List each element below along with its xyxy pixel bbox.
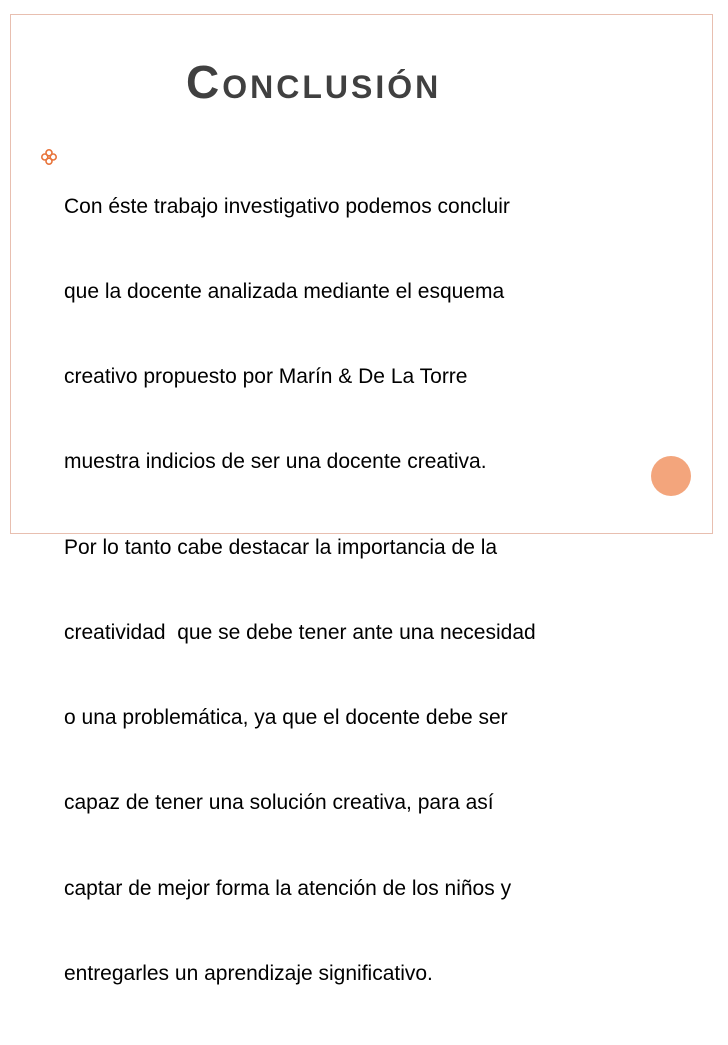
- body-line: muestra indicios de ser una docente creativa.: [64, 450, 487, 474]
- decorative-circle: [651, 456, 691, 496]
- body-line: Con éste trabajo investigativo podemos concluir: [64, 194, 510, 218]
- body-line: captar de mejor forma la atención de los niños y: [64, 876, 512, 900]
- flower-bullet-icon: [40, 148, 58, 166]
- body-line: entregarles un aprendizaje significativo.: [64, 961, 433, 985]
- body-line: creatividad que se debe tener ante una necesidad: [64, 620, 536, 644]
- body-text: [64, 136, 644, 1045]
- body-line: creativo propuesto por Marín & De La Torre: [64, 365, 468, 389]
- body-line: capaz de tener una solución creativa, para así: [64, 791, 494, 815]
- slide-title: Conclusión: [186, 56, 442, 108]
- body-line: Por lo tanto cabe destacar la importancia de la: [64, 535, 498, 559]
- body-line: que la docente analizada mediante el esquema: [64, 280, 505, 304]
- body-line: o una problemática, ya que el docente debe ser: [64, 706, 508, 730]
